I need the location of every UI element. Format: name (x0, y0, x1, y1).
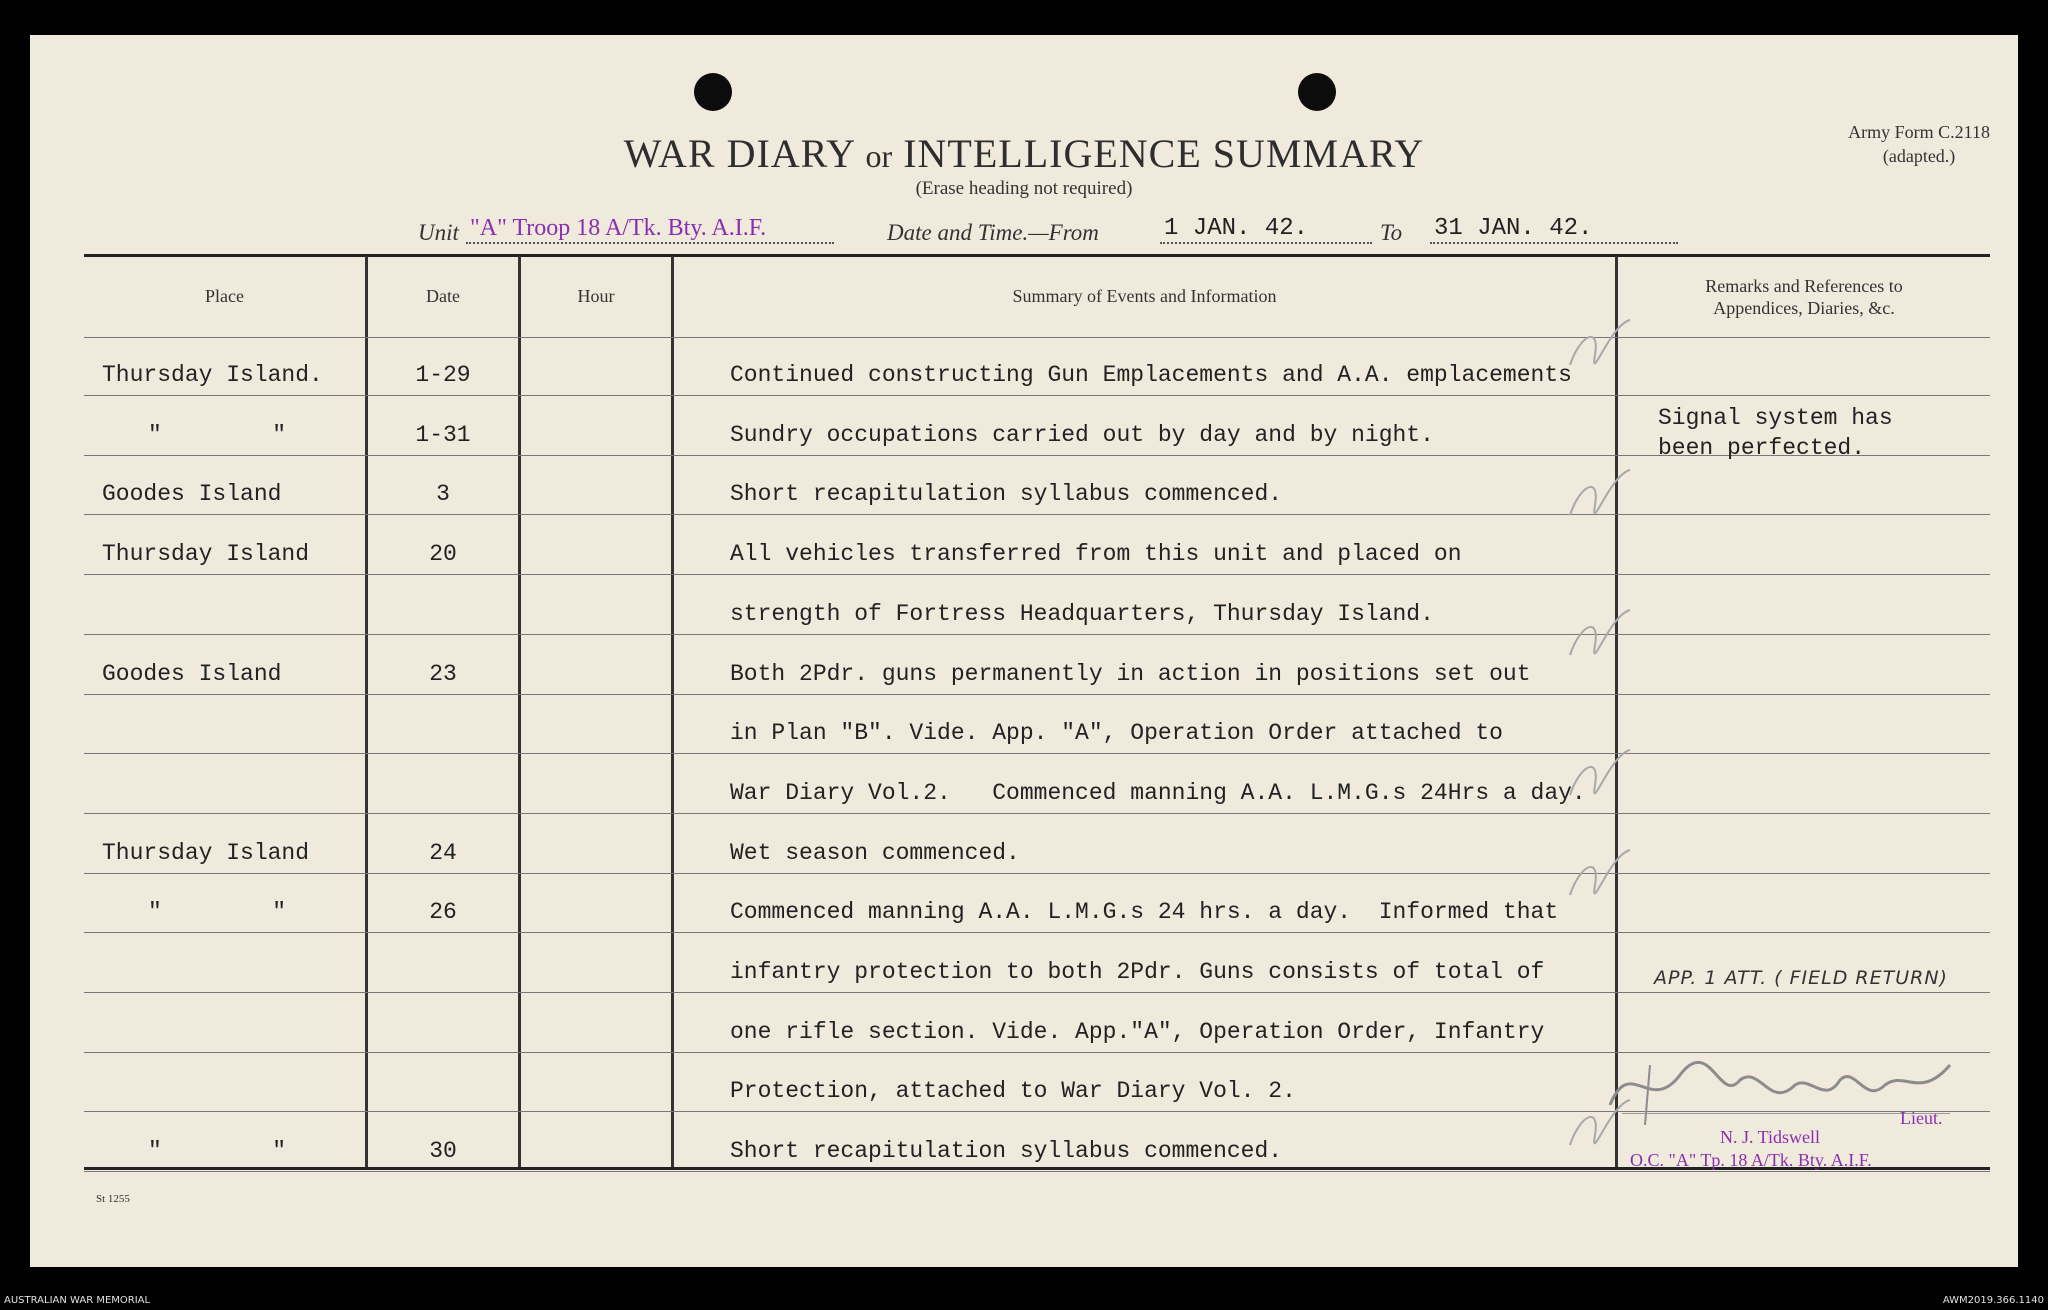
signature-title: O.C. "A" Tp. 18 A/Tk. Bty. A.I.F. (1630, 1150, 1872, 1170)
army-form-line2: (adapted.) (1882, 146, 1956, 166)
row-rule (84, 992, 1990, 993)
row-rule (84, 1171, 1990, 1172)
form-print-number: St 1255 (96, 1193, 130, 1205)
header-summary: Summary of Events and Information (1012, 286, 1277, 306)
row-place: Thursday Island (102, 840, 310, 866)
row-place: " " (148, 899, 287, 925)
row-rule (84, 932, 1990, 933)
header-hour: Hour (577, 286, 615, 306)
row-place: " " (148, 1138, 287, 1164)
diary-page (30, 35, 2018, 1267)
row-date: 1-29 (415, 362, 471, 388)
row-date: 23 (429, 661, 457, 687)
punch-hole (694, 73, 732, 111)
army-form-line1: Army Form C.2118 (1848, 122, 1990, 142)
row-rule (84, 634, 1990, 635)
row-place: Goodes Island (102, 481, 282, 507)
table-top-rule (84, 254, 1990, 257)
appendix-note: APP. 1 ATT. ( FIELD RETURN) (1654, 967, 1948, 989)
row-summary: All vehicles transferred from this unit and placed on (730, 541, 1462, 567)
row-date: 26 (429, 899, 457, 925)
row-rule (84, 395, 1990, 396)
row-summary: infantry protection to both 2Pdr. Guns consists of total of (730, 959, 1545, 985)
header-date: Date (426, 286, 460, 306)
date-time-label: Date and Time.—From (887, 220, 1099, 245)
from-value: 1 JAN. 42. (1160, 215, 1372, 244)
header-remarks-line2: Appendices, Diaries, &c. (1713, 298, 1895, 318)
row-summary: Short recapitulation syllabus commenced. (730, 1138, 1283, 1164)
row-summary: Commenced manning A.A. L.M.G.s 24 hrs. a day. Informed that (730, 899, 1559, 925)
col-divider-date (518, 256, 521, 1167)
row-place: Goodes Island (102, 661, 282, 687)
remark-signal-system (1658, 403, 1893, 463)
row-summary: one rifle section. Vide. App."A", Operation Order, Infantry (730, 1019, 1545, 1045)
form-title (30, 130, 2018, 177)
unit-value: "A" Troop 18 A/Tk. Bty. A.I.F. (466, 215, 834, 244)
to-label: To (1380, 220, 1403, 245)
row-rule (84, 813, 1990, 814)
row-rule (84, 574, 1990, 575)
signature-rank: Lieut. (1900, 1108, 1943, 1128)
army-form-number (1848, 120, 1990, 168)
row-summary: in Plan "B". Vide. App. "A", Operation Order attached to (730, 720, 1503, 746)
row-rule (84, 514, 1990, 515)
row-summary: Continued constructing Gun Emplacements and A.A. emplacements (730, 362, 1572, 388)
row-date: 20 (429, 541, 457, 567)
row-place: Thursday Island (102, 541, 310, 567)
row-rule (84, 694, 1990, 695)
col-divider-hour (671, 256, 674, 1167)
title-or: or (865, 138, 893, 174)
title-part2: INTELLIGENCE SUMMARY (903, 131, 1425, 176)
title-part1: WAR DIARY (623, 131, 855, 176)
row-date: 30 (429, 1138, 457, 1164)
header-rule (84, 337, 1990, 338)
header-place: Place (205, 286, 244, 306)
row-summary: strength of Fortress Headquarters, Thursday Island. (730, 601, 1434, 627)
archive-caption-left: AUSTRALIAN WAR MEMORIAL (4, 1295, 151, 1306)
unit-label: Unit (418, 220, 459, 245)
archive-caption-right: AWM2019.366.1140 (1942, 1295, 2044, 1306)
to-value: 31 JAN. 42. (1430, 215, 1678, 244)
row-rule (84, 753, 1990, 754)
row-date: 1-31 (415, 422, 471, 448)
row-place: " " (148, 422, 287, 448)
col-divider-place (365, 256, 368, 1167)
row-place: Thursday Island. (102, 362, 323, 388)
row-rule (84, 873, 1990, 874)
punch-hole (1298, 73, 1336, 111)
row-summary: Protection, attached to War Diary Vol. 2. (730, 1078, 1296, 1104)
row-summary: War Diary Vol.2. Commenced manning A.A. L.M.G.s 24Hrs a day. (730, 780, 1586, 806)
header-remarks (1618, 275, 1990, 319)
row-summary: Short recapitulation syllabus commenced. (730, 481, 1283, 507)
pencil-tick-marks-icon (1560, 315, 1640, 1215)
row-date: 24 (429, 840, 457, 866)
row-summary: Both 2Pdr. guns permanently in action in positions set out (730, 661, 1531, 687)
signature-name: N. J. Tidswell (1720, 1127, 1821, 1147)
remark-line1: Signal system has (1658, 405, 1893, 431)
remark-line2: been perfected. (1658, 435, 1866, 461)
form-subtitle: (Erase heading not required) (915, 178, 1133, 199)
row-summary: Sundry occupations carried out by day and by night. (730, 422, 1434, 448)
row-date: 3 (436, 481, 450, 507)
header-remarks-line1: Remarks and References to (1705, 276, 1903, 296)
row-summary: Wet season commenced. (730, 840, 1020, 866)
